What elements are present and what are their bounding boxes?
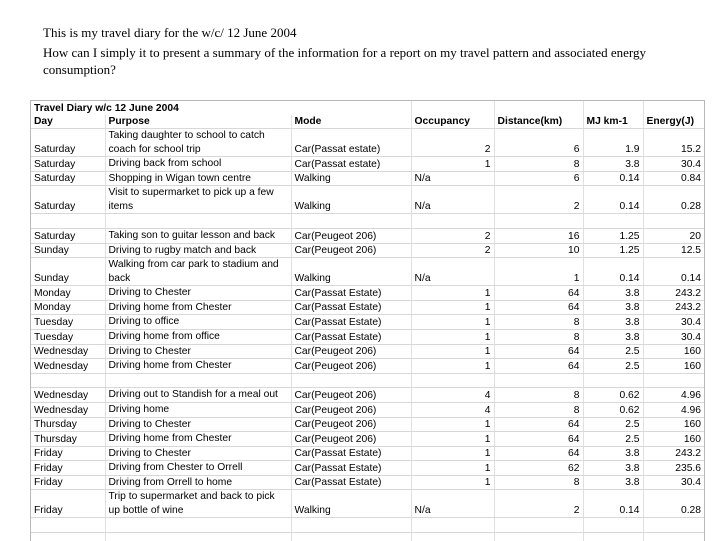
cell-energy: 243.2: [643, 300, 704, 315]
cell-mj-per-km: 0.14: [583, 186, 643, 214]
cell-purpose: Taking son to guitar lesson and back: [105, 228, 291, 243]
cell-distance: 6: [494, 171, 583, 186]
cell-day: Saturday: [31, 157, 105, 172]
table-row: [31, 388, 704, 403]
cell-mj-per-km: 2.5: [583, 432, 643, 447]
cell-mj-per-km: 0.14: [583, 258, 643, 286]
cell-energy: [643, 518, 704, 533]
cell-occupancy: 1: [411, 432, 494, 447]
cell-distance: 8: [494, 388, 583, 403]
cell-occupancy: 1: [411, 475, 494, 490]
cell-occupancy: N/a: [411, 490, 494, 518]
cell-energy: 0.84: [643, 171, 704, 186]
cell-distance: [494, 214, 583, 229]
cell-mode: Car(Passat estate): [291, 157, 411, 172]
cell-day: [31, 373, 105, 388]
cell-mode: Car(Peugeot 206): [291, 344, 411, 359]
cell-mj-per-km: [583, 214, 643, 229]
cell-energy: 0.14: [643, 258, 704, 286]
cell-purpose: Visit to supermarket to pick up a few items: [105, 186, 291, 214]
cell-distance: 16: [494, 228, 583, 243]
cell-mode: Walking: [291, 258, 411, 286]
cell-occupancy: 1: [411, 315, 494, 330]
cell-energy: 4.96: [643, 388, 704, 403]
cell-day: Sunday: [31, 243, 105, 258]
cell-occupancy: N/a: [411, 186, 494, 214]
cell-day: Friday: [31, 475, 105, 490]
cell-mj-per-km: 1.9: [583, 129, 643, 157]
cell-distance: 10: [494, 243, 583, 258]
table-row: [31, 300, 704, 315]
table-row: [31, 228, 704, 243]
cell-distance: 1: [494, 258, 583, 286]
cell-purpose: [105, 518, 291, 533]
header-day: Day: [31, 115, 105, 129]
cell-energy: 30.4: [643, 475, 704, 490]
cell-mode: Walking: [291, 186, 411, 214]
cell-mode: Car(Peugeot 206): [291, 402, 411, 417]
cell-mj-per-km: 2.5: [583, 344, 643, 359]
cell-mode: [291, 518, 411, 533]
table-row: [31, 315, 704, 330]
cell-energy: 0.28: [643, 186, 704, 214]
cell-mode: Car(Passat Estate): [291, 461, 411, 476]
cell-mode: Car(Passat Estate): [291, 446, 411, 461]
table-row: [31, 417, 704, 432]
cell-mj-per-km: 1.25: [583, 243, 643, 258]
table-row: [31, 214, 704, 229]
cell-occupancy: 1: [411, 300, 494, 315]
cell-day: Saturday: [31, 171, 105, 186]
cell-distance: 6: [494, 129, 583, 157]
cell-distance: 64: [494, 417, 583, 432]
cell-day: [31, 518, 105, 533]
header-mode: Mode: [291, 115, 411, 129]
travel-diary-table: [31, 101, 704, 541]
table-row: [31, 490, 704, 518]
cell-mj-per-km: 3.8: [583, 446, 643, 461]
cell-mj-per-km: 0.62: [583, 402, 643, 417]
cell-day: Tuesday: [31, 329, 105, 344]
cell-distance: 2: [494, 490, 583, 518]
cell-distance: 2: [494, 186, 583, 214]
cell-mode: Car(Peugeot 206): [291, 359, 411, 374]
cell-occupancy: 1: [411, 157, 494, 172]
cell-mj-per-km: 1.25: [583, 228, 643, 243]
cell-purpose: Driving home from Chester: [105, 359, 291, 374]
cell-day: Saturday: [31, 129, 105, 157]
cell-distance: 64: [494, 286, 583, 301]
cell-occupancy: 1: [411, 344, 494, 359]
cell-purpose: Taking daughter to school to catch coach for school trip: [105, 129, 291, 157]
cell-purpose: Driving to Chester: [105, 446, 291, 461]
cell-energy: [643, 214, 704, 229]
cell-occupancy: 1: [411, 446, 494, 461]
cell-day: Friday: [31, 490, 105, 518]
cell-energy: 160: [643, 359, 704, 374]
cell-day: Saturday: [31, 186, 105, 214]
cell-mode: Car(Peugeot 206): [291, 417, 411, 432]
cell-energy: [643, 373, 704, 388]
cell-mj-per-km: [583, 518, 643, 533]
table-row: [31, 461, 704, 476]
cell-day: Monday: [31, 286, 105, 301]
cell-energy: 30.4: [643, 157, 704, 172]
cell-occupancy: [411, 518, 494, 533]
cell-mode: Walking: [291, 171, 411, 186]
cell-mj-per-km: 3.8: [583, 461, 643, 476]
table-title-row: [31, 101, 704, 115]
cell-mj-per-km: 3.8: [583, 300, 643, 315]
cell-purpose: Driving from Orrell to home: [105, 475, 291, 490]
cell-distance: [494, 518, 583, 533]
cell-distance: 64: [494, 300, 583, 315]
header-mj-per-km: MJ km-1: [583, 115, 643, 129]
cell-day: Wednesday: [31, 344, 105, 359]
cell-occupancy: N/a: [411, 258, 494, 286]
intro-line-1: This is my travel diary for the w/c/ 12 June 2004: [43, 25, 297, 40]
cell-day: Saturday: [31, 228, 105, 243]
table-row: [31, 402, 704, 417]
cell-mj-per-km: 2.5: [583, 359, 643, 374]
cell-distance: 8: [494, 157, 583, 172]
cell-distance: 64: [494, 446, 583, 461]
cell-mj-per-km: 3.8: [583, 286, 643, 301]
cell-day: Wednesday: [31, 388, 105, 403]
cell-mj-per-km: 3.8: [583, 157, 643, 172]
cell-mj-per-km: 0.62: [583, 388, 643, 403]
table-row: [31, 518, 704, 533]
cell-day: [31, 214, 105, 229]
cell-energy: 15.2: [643, 129, 704, 157]
cell-purpose: [105, 373, 291, 388]
cell-purpose: Driving out to Standish for a meal out: [105, 388, 291, 403]
cell-mode: Car(Passat estate): [291, 129, 411, 157]
table-row: [31, 446, 704, 461]
table-row: [31, 359, 704, 374]
table-row: [31, 157, 704, 172]
cell-mj-per-km: 0.14: [583, 490, 643, 518]
table-row: [31, 475, 704, 490]
cell-purpose: Walking from car park to stadium and back: [105, 258, 291, 286]
cell-distance: 8: [494, 475, 583, 490]
cell-energy: 4.96: [643, 402, 704, 417]
cell-distance: 64: [494, 359, 583, 374]
travel-diary-spreadsheet: [30, 100, 705, 541]
cell-occupancy: [411, 373, 494, 388]
table-row: [31, 186, 704, 214]
cell-mj-per-km: 3.8: [583, 475, 643, 490]
cell-energy: 12.5: [643, 243, 704, 258]
table-row: [31, 432, 704, 447]
cell-purpose: Driving to Chester: [105, 344, 291, 359]
cell-occupancy: 4: [411, 388, 494, 403]
cell-mode: [291, 373, 411, 388]
cell-mode: Car(Passat Estate): [291, 475, 411, 490]
cell-mode: Car(Passat Estate): [291, 300, 411, 315]
table-row: [31, 286, 704, 301]
cell-energy: 0.28: [643, 490, 704, 518]
header-energy: Energy(J): [643, 115, 704, 129]
cell-mj-per-km: 2.5: [583, 417, 643, 432]
header-purpose: Purpose: [105, 115, 291, 129]
header-occupancy: Occupancy: [411, 115, 494, 129]
cell-energy: 20: [643, 228, 704, 243]
table-header-row: [31, 115, 704, 129]
cell-purpose: Driving back from school: [105, 157, 291, 172]
cell-energy: 243.2: [643, 286, 704, 301]
table-row: [31, 329, 704, 344]
cell-mode: Car(Passat Estate): [291, 329, 411, 344]
cell-occupancy: 1: [411, 286, 494, 301]
cell-day: Wednesday: [31, 359, 105, 374]
cell-purpose: Driving home: [105, 402, 291, 417]
cell-purpose: Shopping in Wigan town centre: [105, 171, 291, 186]
table-row: [31, 129, 704, 157]
table-row: [31, 258, 704, 286]
cell-distance: 8: [494, 329, 583, 344]
cell-day: Monday: [31, 300, 105, 315]
cell-energy: 30.4: [643, 329, 704, 344]
cell-day: Sunday: [31, 258, 105, 286]
intro-line-2: How can I simply it to present a summary of the information for a report on my travel pattern and associated energy consumption?: [43, 45, 646, 77]
cell-day: Friday: [31, 461, 105, 476]
table-row: [31, 373, 704, 388]
cell-energy: 30.4: [643, 315, 704, 330]
cell-purpose: Driving to rugby match and back: [105, 243, 291, 258]
cell-occupancy: 2: [411, 129, 494, 157]
cell-occupancy: 1: [411, 461, 494, 476]
cell-day: Thursday: [31, 417, 105, 432]
cell-energy: 243.2: [643, 446, 704, 461]
cell-energy: 160: [643, 344, 704, 359]
cell-energy: 235.6: [643, 461, 704, 476]
cell-occupancy: 1: [411, 417, 494, 432]
cell-mode: Walking: [291, 490, 411, 518]
cell-purpose: Driving from Chester to Orrell: [105, 461, 291, 476]
cell-day: Thursday: [31, 432, 105, 447]
cell-occupancy: 1: [411, 329, 494, 344]
cell-purpose: Driving home from Chester: [105, 300, 291, 315]
table-title: Travel Diary w/c 12 June 2004: [31, 101, 411, 115]
cell-mj-per-km: 3.8: [583, 329, 643, 344]
cell-mode: Car(Peugeot 206): [291, 243, 411, 258]
cell-day: Friday: [31, 446, 105, 461]
cell-mode: Car(Peugeot 206): [291, 228, 411, 243]
cell-mj-per-km: 0.14: [583, 171, 643, 186]
header-distance: Distance(km): [494, 115, 583, 129]
cell-energy: 160: [643, 432, 704, 447]
cell-occupancy: [411, 214, 494, 229]
cell-purpose: Driving home from office: [105, 329, 291, 344]
cell-purpose: Driving to office: [105, 315, 291, 330]
cell-mode: Car(Passat Estate): [291, 286, 411, 301]
cell-purpose: Driving home from Chester: [105, 432, 291, 447]
table-row: [31, 243, 704, 258]
cell-mj-per-km: 3.8: [583, 315, 643, 330]
cell-occupancy: 2: [411, 228, 494, 243]
cell-purpose: [105, 214, 291, 229]
cell-distance: 8: [494, 402, 583, 417]
cell-occupancy: N/a: [411, 171, 494, 186]
cell-purpose: Trip to supermarket and back to pick up bottle of wine: [105, 490, 291, 518]
table-row: [31, 171, 704, 186]
cell-distance: 64: [494, 344, 583, 359]
cell-mj-per-km: [583, 373, 643, 388]
cell-day: Tuesday: [31, 315, 105, 330]
cell-mode: Car(Peugeot 206): [291, 432, 411, 447]
cell-distance: 8: [494, 315, 583, 330]
cell-day: Wednesday: [31, 402, 105, 417]
cell-occupancy: 2: [411, 243, 494, 258]
cell-occupancy: 1: [411, 359, 494, 374]
cell-occupancy: 4: [411, 402, 494, 417]
table-row: [31, 344, 704, 359]
cell-purpose: Driving to Chester: [105, 286, 291, 301]
cell-energy: 160: [643, 417, 704, 432]
cell-distance: [494, 373, 583, 388]
cell-distance: 64: [494, 432, 583, 447]
cell-mode: Car(Passat Estate): [291, 315, 411, 330]
cell-mode: [291, 214, 411, 229]
cell-distance: 62: [494, 461, 583, 476]
cell-purpose: Driving to Chester: [105, 417, 291, 432]
cell-mode: Car(Peugeot 206): [291, 388, 411, 403]
